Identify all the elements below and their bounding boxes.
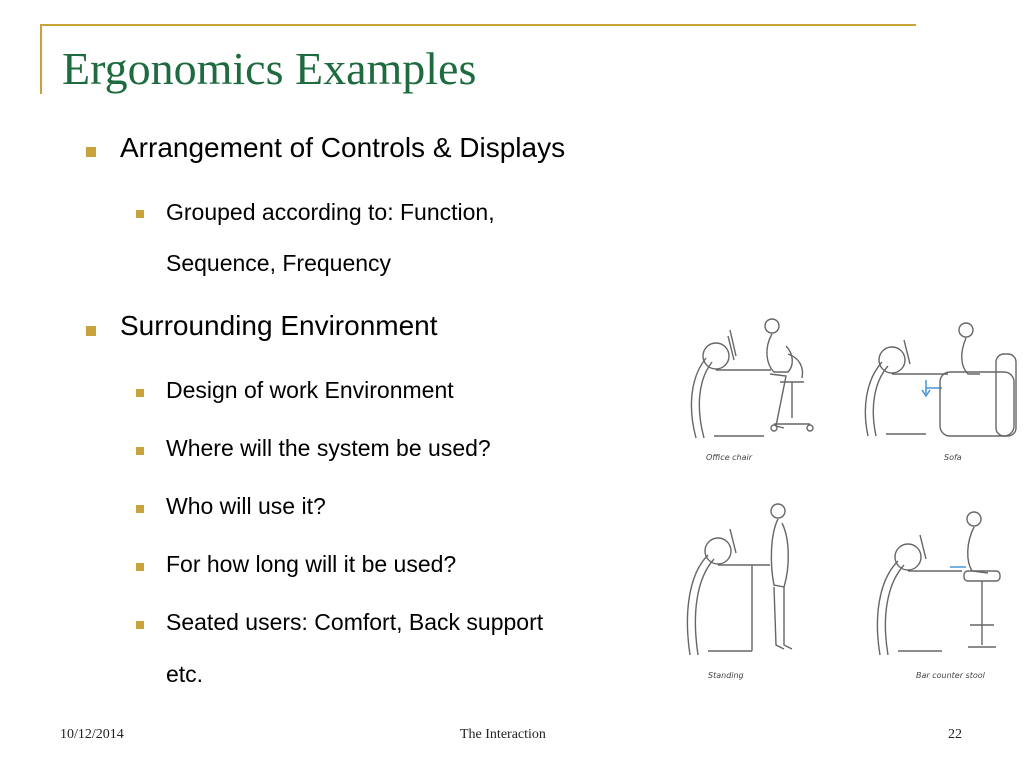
caption-standing: Standing xyxy=(708,671,744,680)
sub-bullet-design: Design of work Environment xyxy=(166,377,454,403)
standing-illustration xyxy=(680,495,810,665)
sub-bullet-where: Where will the system be used? xyxy=(166,435,491,461)
sub-bullet-marker xyxy=(136,389,144,397)
sub-bullet-marker xyxy=(136,621,144,629)
page-number: 22 xyxy=(948,727,962,742)
sub-bullet-marker xyxy=(136,210,144,218)
sub-bullet-marker xyxy=(136,505,144,513)
sofa-illustration xyxy=(856,318,1021,446)
bullet-arrangement: Arrangement of Controls & Displays xyxy=(120,132,566,163)
caption-sofa: Sofa xyxy=(944,453,962,462)
sub-bullet-seated-cont: etc. xyxy=(166,661,204,687)
bar-stool-illustration xyxy=(870,505,1010,665)
caption-bar-counter-stool: Bar counter stool xyxy=(916,671,985,680)
sub-bullet-grouped: Grouped according to: Function, xyxy=(166,199,495,225)
office-chair-illustration xyxy=(676,308,826,448)
sub-bullet-seated: Seated users: Comfort, Back support xyxy=(166,609,544,635)
sub-bullet-grouped-cont: Sequence, Frequency xyxy=(166,250,392,276)
sub-bullet-how-long: For how long will it be used? xyxy=(166,551,457,577)
bullet-marker xyxy=(86,326,96,336)
frame-top-rule xyxy=(40,24,916,26)
footer-title: The Interaction xyxy=(460,727,546,742)
bullet-marker xyxy=(86,147,96,157)
caption-office-chair: Office chair xyxy=(706,453,753,462)
bullet-surrounding: Surrounding Environment xyxy=(120,310,438,341)
footer-date: 10/12/2014 xyxy=(60,727,124,742)
frame-left-rule xyxy=(40,24,42,94)
sub-bullet-marker xyxy=(136,563,144,571)
slide-title: Ergonomics Examples xyxy=(62,43,477,94)
sub-bullet-marker xyxy=(136,447,144,455)
sub-bullet-who: Who will use it? xyxy=(166,493,326,519)
